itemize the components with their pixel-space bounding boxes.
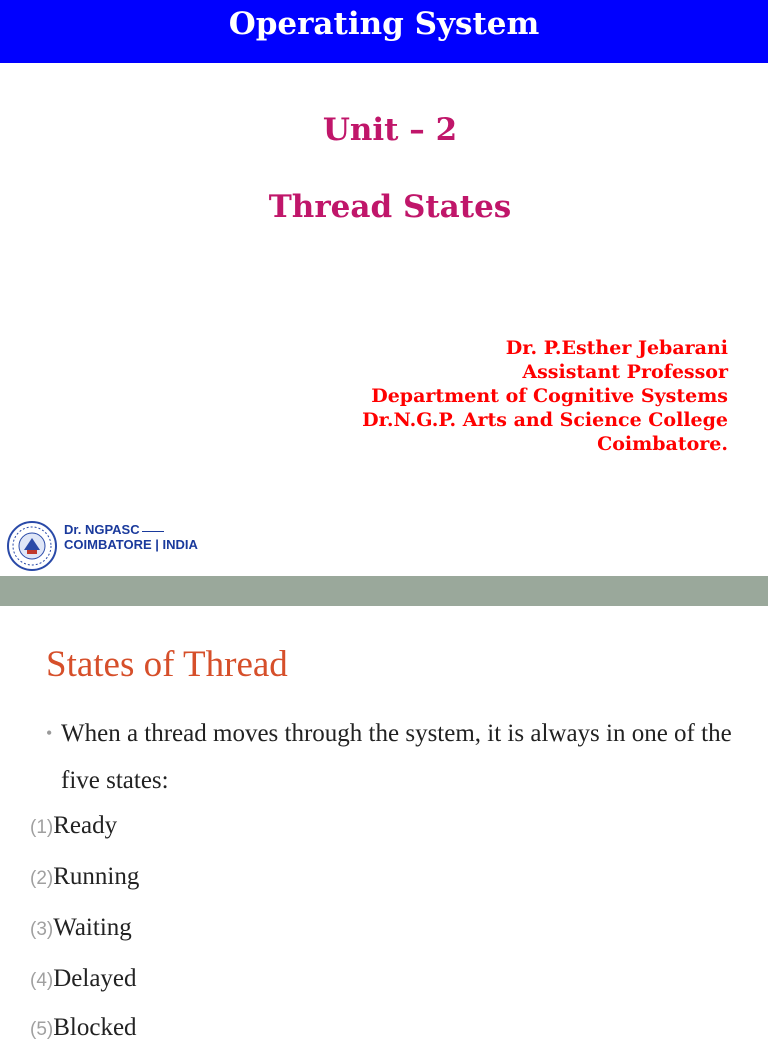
header-bar xyxy=(0,0,768,63)
slide-subtitle: Thread States xyxy=(268,189,512,225)
list-item xyxy=(30,914,132,942)
slide-separator xyxy=(0,576,768,606)
college-seal-icon xyxy=(6,518,58,581)
item-label: Ready xyxy=(53,812,118,839)
item-label: Delayed xyxy=(53,965,137,992)
item-number: (3) xyxy=(30,919,54,940)
author-name: Dr. P.Esther Jebarani xyxy=(505,337,728,359)
author-department: Department of Cognitive Systems xyxy=(371,385,728,407)
author-designation: Assistant Professor xyxy=(522,361,728,383)
content-title: States of Thread xyxy=(46,644,288,685)
author-college: Dr.N.G.P. Arts and Science College xyxy=(362,409,728,431)
list-item xyxy=(30,863,139,891)
item-label: Blocked xyxy=(53,1014,137,1041)
logo-line-2: COIMBATORE | INDIA xyxy=(64,537,198,552)
unit-heading: Unit – 2 xyxy=(322,112,458,148)
header-title: Operating System xyxy=(228,6,540,42)
bullet-text: When a thread moves through the system, it is always in one of the five states: xyxy=(61,720,732,794)
content-slide xyxy=(0,606,768,1041)
item-number: (4) xyxy=(30,970,54,991)
logo-line-1: Dr. NGPASC xyxy=(64,522,140,537)
item-number: (5) xyxy=(30,1019,54,1040)
bullet-dot: • xyxy=(46,723,53,743)
bullet-paragraph xyxy=(46,710,736,804)
college-logo-text xyxy=(64,522,198,552)
list-item xyxy=(30,965,137,993)
item-number: (1) xyxy=(30,817,54,838)
item-label: Running xyxy=(53,863,140,890)
author-city: Coimbatore. xyxy=(597,433,728,455)
author-block xyxy=(362,336,728,456)
list-item xyxy=(30,1014,137,1042)
item-label: Waiting xyxy=(53,914,132,941)
list-item xyxy=(30,812,117,840)
item-number: (2) xyxy=(30,868,54,889)
